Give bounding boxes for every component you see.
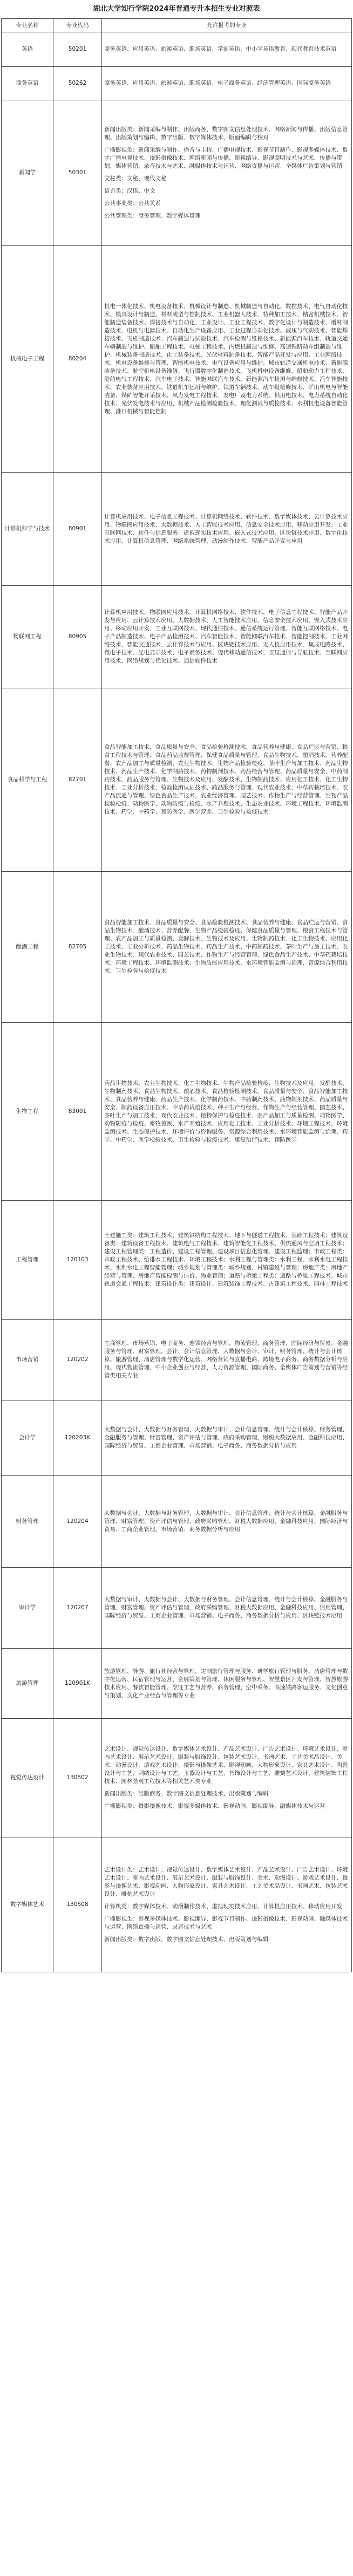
allowed-majors-cell [102,1400,352,1476]
major-code-cell: 80905 [53,586,102,688]
table-row [2,1400,352,1476]
table-row [2,1568,352,1649]
major-code-cell: 50262 [53,67,102,100]
table-row [2,1476,352,1568]
allowed-majors-cell [102,100,352,246]
major-name-cell: 审计学 [2,1568,53,1649]
allowed-majors-text: 工商管理、市场营销、电子商务、连锁经营与管理、物流管理、商务管理、国际经济与贸易、金融服务与管理、财富管理、会计、会计信息管理、大数据与会计、审计、财务管理、统计与会计核算、旅游管理、酒店管理与数字化运营、网络营销与直播电商、跨境电子商务、商务数据分析与应用、现代物流管理、中小企业创业与经营、人力资源管理、国际商务、全媒体广告策划与营销等经管类相关专业 [104,1340,348,1379]
table-row [2,872,352,1023]
allowed-majors-cell [102,1568,352,1649]
allowed-majors-cell [102,1649,352,1719]
allowed-majors-text: 广播影视类：新闻采编与制作、播音与主持、广播电视技术、影视节目制作、影视多媒体技术、数字广播电视技术、摄影摄像技术、网络新闻与传播、影视编导、影视照明技术与艺术、传播与策划、媒体营销、录音技术与艺术、融媒体技术与运营、网络直播与运营、全媒体广告策划与营销 [104,147,348,169]
header-allowed-majors: 允许报考的专业 [102,19,352,32]
major-name-cell: 酿酒工程 [2,872,53,1023]
table-row [2,1719,352,1837]
major-code-cell: 80901 [53,473,102,586]
major-name-cell: 市场营销 [2,1320,53,1400]
document-title: 湖北大学知行学院2024年普通专升本招生专业对照表 [93,5,260,13]
allowed-majors-text: 大数据与会计、大数据与财务管理、大数据与审计、会计信息管理、统计与会计核算、财务管理、金融服务与管理、财富管理、资产评估与管理、政府采购管理、财税大数据应用、金融科技应用、国际经济与贸易、工商企业管理、市场营销、电子商务、商务数据分析与应用 [104,1426,348,1449]
major-name-cell: 计算机科学与技术 [2,473,53,586]
allowed-majors-cell [102,473,352,586]
major-name-cell: 会计学 [2,1400,53,1476]
table-row [2,1649,352,1719]
paragraph-gap [104,1931,349,1936]
allowed-majors-cell [102,1201,352,1320]
major-code-cell: 130502 [53,1719,102,1837]
allowed-majors-text: 计算机类：数字媒体技术、动漫制作技术、虚拟现实技术应用、计算机应用技术、移动应用开发 [104,1903,342,1910]
table-row [2,586,352,688]
allowed-majors-cell [102,1719,352,1837]
paragraph-gap [104,1786,349,1790]
table-row [2,100,352,246]
major-name-cell: 英语 [2,32,53,67]
major-code-cell: 130508 [53,1837,102,1972]
allowed-majors-text: 土建施工类：建筑工程技术、建筑钢结构工程技术、地下与隧道工程技术、基础工程技术；建筑设备类：建筑设备工程技术、建筑电气工程技术、建筑智能化工程技术、供热通风与空调工程技术；建设工程管理类：工程造价、建设工程管理、建设项目信息化管理、建设工程监理；市政工程类：市政工程技术、给排水工程技术、环境工程技术；水利工程与管理类：水利工程、水利水电工程技术、水利水电工程智能管理；城乡规划与管理类：城乡规划、村镇建设与管理；房地产类：房地产经营与管理、房地产智能检测与估价、物业管理；道路与桥梁工程类：道路与桥梁工程技术、城市轨道交通工程技术；建筑设计类：建筑设计、建筑装饰工程技术、古建筑工程技术、园林工程技术 [104,1232,348,1287]
allowed-majors-text: 新闻出版类：出版商务、数字图文信息处理技术、出版策划与编辑 [104,1791,269,1797]
allowed-majors-text: 文秘类：文秘、现代文秘 [104,175,167,182]
paragraph-gap [104,195,349,200]
table-row [2,32,352,67]
allowed-majors-text: 新闻出版类：新闻采编与制作、出版商务、数字图文信息处理技术、网络新闻与传播、出版信息管理、出版策划与编辑、数字出版、数字媒体技术、版面编辑与校对 [104,126,348,141]
major-name-cell: 新闻学 [2,100,53,246]
allowed-majors-text: 公共管理类：商务管理、数字媒体管理 [104,213,201,219]
allowed-majors-text: 食品智能加工技术、食品质量与安全、食品检验检测技术、食品营养与健康、食品贮运与营销、粮食工程技术与管理、食品药品监督管理、保健食品质量与管理、食品生物技术、酿酒技术、营养配餐、农产品加工与质量检测、农业生物技术、生物产品检验检疫、茶叶生产与加工技术、药品生物技术、药品生产技术、化学制药技术、药物制剂技术、药品经营与管理、药品质量与安全、中药制药技术、药品服务与管理、生物技术及应用、发酵技术、生物制药技术、应用化工技术、化工生物技术、工业分析技术、检验检测认证技术、药品服务与管理、现代农业技术、中草药栽培技术、农产品流通与管理、绿色食品生产技术、农业经济管理、园艺技术、作物生产与经营管理、生物产品检验检疫、动物医学、动物防疫与检疫、水产养殖技术、生态农业技术、环境工程技术、环境监测技术、药学、中药学、预防医学、医学营养、卫生检验与检疫技术 [104,744,348,815]
table-row [2,1837,352,1972]
paragraph-gap [104,1898,349,1903]
major-name-cell: 工程管理 [2,1201,53,1320]
major-name-cell: 财务管理 [2,1476,53,1568]
allowed-majors-text: 公共事业类：公共关系 [104,200,161,207]
allowed-majors-cell [102,688,352,872]
table-row [2,1023,352,1201]
paragraph-gap [104,183,349,187]
major-name-cell: 数字媒体艺术 [2,1837,53,1972]
paragraph-gap [104,208,349,212]
allowed-majors-text: 语言类：汉语、中文 [104,188,155,194]
allowed-majors-text: 计算机应用技术、电子信息工程技术、计算机网络技术、软件技术、数字媒体技术、云计算技术应用、物联网应用技术、大数据技术、人工智能技术应用、信息安全技术应用、移动应用开发、工业互联网技术、软件与信息服务、虚拟现实技术应用、嵌入式技术应用、区块链技术应用、数字化技术应用、计算机信息管理、网络系统管理、动漫制作技术、智能产品开发与应用 [104,513,348,544]
table-row [2,246,352,473]
allowed-majors-cell [102,586,352,688]
allowed-majors-text: 艺术设计、视觉传达设计、数字媒体艺术设计、产品艺术设计、广告艺术设计、环境艺术设计、室内艺术设计、展示艺术设计、服装与服饰设计、包装艺术设计、书画艺术、工艺美术品设计、美术、动漫设计、游戏艺术设计、摄影与摄像艺术、影视动画、人物形象设计、家具艺术设计、陶瓷设计与工艺、刺绣设计与工艺、玉器设计与工艺、首饰设计与工艺、雕刻艺术设计、建筑装饰工程技术、园林景观工程技术等相关艺术类专业 [104,1746,348,1785]
major-name-cell: 视觉传达设计 [2,1719,53,1837]
major-code-cell: 50201 [53,32,102,67]
major-code-cell: 83001 [53,1023,102,1201]
allowed-majors-cell [102,67,352,100]
table-row [2,688,352,872]
allowed-majors-cell [102,32,352,67]
allowed-majors-cell [102,1837,352,1972]
major-name-cell: 食品科学与工程 [2,688,53,872]
major-code-cell: 50301 [53,100,102,246]
table-row [2,67,352,100]
major-code-cell: 120203K [53,1400,102,1476]
major-name-cell: 物联网工程 [2,586,53,688]
paragraph-gap [104,1911,349,1915]
paragraph-gap [104,1798,349,1802]
allowed-majors-text: 食品智能加工技术、食品质量与安全、食品检验检测技术、食品营养与健康、食品贮运与营销、食品生物技术、酿酒技术、营养配餐、生物产品检验检疫、保健食品质量与管理、粮食工程技术与管理、农产品加工与质量检测、发酵技术、生物技术及应用、生物制药技术、化工生物技术、应用化工技术、工业分析技术、药品生物技术、药品生产技术、中药制药技术、茶叶生产与加工技术、农业生物技术、现代农业技术、园艺技术、作物生产与经营管理、绿色食品生产技术、中草药栽培技术、环境工程技术、环境监测技术、生物质能应用技术、水环境智能监测与治理、资源综合利用技术、卫生检验与检疫技术 [104,919,348,974]
major-name-cell: 机械电子工程 [2,246,53,473]
allowed-majors-text: 药品生物技术、农业生物技术、化工生物技术、生物产品检验检疫、生物技术及应用、发酵技术、生物制药技术、食品生物技术、酿酒技术、食品检验检测技术、食品质量与安全、食品智能加工技术、食品营养与健康、药品生产技术、化学制药技术、中药制药技术、药物制剂技术、药品质量与安全、制药设备应用技术、中草药栽培技术、种子生产与经营、作物生产与经营管理、园艺技术、茶叶生产与加工技术、现代农业技术、植物保护与检疫技术、农产品加工与质量检测、动物医学、动物防疫与检疫、畜牧兽医、水产养殖技术、应用化工技术、工业分析技术、环境工程技术、环境监测技术、生态保护技术、环境评价与咨询服务、资源综合利用技术、水环境智能监测与治理、药学、中药学、医学检验技术、卫生检验与检疫技术、康复治疗技术、预防医学 [104,1079,348,1143]
major-name-cell: 旅游管理 [2,1649,53,1719]
major-code-cell: 120202 [53,1320,102,1400]
allowed-majors-cell [102,872,352,1023]
allowed-majors-text: 大数据与审计、大数据与会计、大数据与财务管理、会计信息管理、统计与会计核算、金融服务与管理、财富管理、资产评估与管理、政府采购管理、财税大数据应用、金融科技应用、信用管理、国际经济与贸易、工商企业管理、市场营销、电子商务、商务数据分析与应用、区块链技术应用 [104,1596,348,1619]
major-code-cell: 82705 [53,872,102,1023]
major-code-cell: 120901K [53,1649,102,1719]
major-code-cell: 120103 [53,1201,102,1320]
allowed-majors-cell [102,1476,352,1568]
allowed-majors-text: 旅游管理、导游、旅行社经营与管理、定制旅行管理与服务、研学旅行管理与服务、酒店管理与数字化运营、民宿管理与运营、会展策划与管理、休闲服务与管理、智慧景区开发与管理、智慧旅游技术应用、餐饮智能管理、烹饪工艺与营养、商务管理、空中乘务、高速铁路客运服务、文化创意与策划、文化产业经营与管理等专业 [104,1668,348,1699]
major-code-cell: 120204 [53,1476,102,1568]
table-row [2,1320,352,1400]
paragraph-gap [104,142,349,146]
table-body [2,32,352,1972]
majors-table [1,18,352,1972]
allowed-majors-cell [102,1320,352,1400]
allowed-majors-text: 商务英语、应用英语、旅游英语、职场英语、电子商务英语、经济管理英语、国际商务英语 [104,80,331,86]
major-code-cell: 82701 [53,688,102,872]
table-row [2,473,352,586]
allowed-majors-text: 艺术设计类：艺术设计、视觉传达设计、数字媒体艺术设计、产品艺术设计、广告艺术设计、环境艺术设计、室内艺术设计、展示艺术设计、服装与服饰设计、美术、动漫设计、游戏艺术设计、摄影与摄像艺术、影视动画、人物形象设计、家具艺术设计、工艺美术品设计、书画艺术、包装艺术设计、雕刻艺术设计 [104,1866,348,1897]
major-code-cell: 80204 [53,246,102,473]
allowed-majors-text: 机电一体化技术、机电设备技术、机械设计与制造、机械制造与自动化、数控技术、电气自动化技术、模具设计与制造、材料成型与控制技术、工业机器人技术、特种加工技术、精密机械技术、智能制造装备技术、焊接技术与自动化、工业设计、工业工程技术、数字化设计与制造技术、增材制造技术、电机与电器技术、自动化生产设备应用、工业过程自动化技术、液压与气动技术、智能焊接技术、飞机制造技术、汽车制造与试验技术、汽车检测与维修技术、新能源汽车技术、轨道交通车辆制造与维护、船舶工程技术、电梯工程技术、内燃机制造与维修、高速铁路动车组制造与维护、机械装备制造技术、化工装备技术、光伏材料制备技术、智能产品开发与应用、工业网络技术、机电设备维修与管理、智能机电技术、电气设备应用与维护、城市轨道交通机电技术、新能源装备技术、航空机电设备维修、飞行器数字化制造技术、飞机机电设备维修、船舶动力工程技术、船舶电气工程技术、汽车电子技术、智能网联汽车技术、新能源汽车检测与维修技术、汽车智能技术、农业装备应用技术、铁道机车运用与维护、铁道车辆技术、动车组检修技术、矿山机电与智能装备、煤矿智能开采技术、风力发电工程技术、发电厂及电力系统、供用电技术、电力系统自动化技术、光伏发电技术与应用、机械产品检测检验技术、理化测试与质检技术、水利机电设备智能管理、港口机械与智能控制 [104,303,348,415]
allowed-majors-text: 商务英语、应用英语、旅游英语、职场英语、学前英语、中小学英语教育、现代教育技术英语 [104,46,337,52]
header-major-name: 专业名称 [2,19,53,32]
table-row [2,1201,352,1320]
allowed-majors-cell [102,1023,352,1201]
table-header-row [2,19,352,32]
allowed-majors-text: 新闻出版类：数字出版、数字图文信息处理技术、出版策划与编辑 [104,1936,269,1943]
allowed-majors-text: 广播影视类：影视多媒体技术、影视编导、影视节目制作、摄影摄像技术、影视动画、融媒体技术与运营、网络直播与运营、录音技术与艺术 [104,1915,348,1930]
allowed-majors-text: 广播影视类：摄影摄像技术、影视多媒体技术、影视动画、影视编导、融媒体技术与运营 [104,1803,325,1809]
allowed-majors-cell [102,246,352,473]
allowed-majors-text: 计算机应用技术、物联网应用技术、计算机网络技术、软件技术、电子信息工程技术、智能产品开发与应用、云计算技术应用、大数据技术、人工智能技术应用、信息安全技术应用、嵌入式技术应用、移动应用开发、工业互联网技术、现代通信技术、通信系统运行管理、智能互联网络技术、电子产品制造技术、电子产品检测技术、汽车智能技术、智能网联汽车技术、智能控制技术、工业网络技术、智能交通技术、云计算技术与应用、区块链技术应用、无人机应用技术、集成电路技术、微电子技术、光电显示技术、电子商务技术、现代移动通信技术、卫星通信与导航技术、互联网应用技术、网络规划与优化技术、通信软件技术 [104,609,348,664]
major-name-cell: 生物工程 [2,1023,53,1201]
allowed-majors-text: 大数据与会计、大数据与财务管理、大数据与审计、会计信息管理、统计与会计核算、金融服务与管理、财富管理、资产评估与管理、政府采购管理、财税大数据应用、金融科技应用、国际经济与贸易、工商企业管理、市场营销、商务数据分析与应用 [104,1510,348,1533]
major-name-cell: 商务英语 [2,67,53,100]
major-code-cell: 120207 [53,1568,102,1649]
paragraph-gap [104,170,349,175]
header-major-code: 专业代码 [53,19,102,32]
